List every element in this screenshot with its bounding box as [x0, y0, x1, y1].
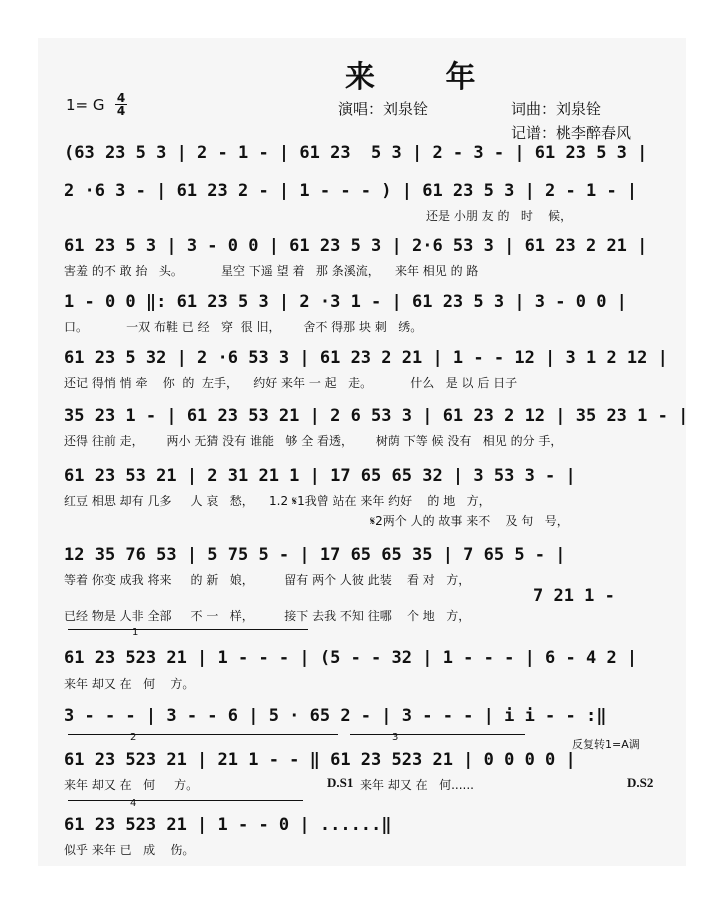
notation-row-9: 61 23 523 21 | 1 - - - | (5 - - 32 | 1 - - - | 6 - 4 2 | [64, 648, 638, 668]
notation-row-3: 61 23 5 3 | 3 - 0 0 | 61 23 5 3 | 2·6 53 3 | 61 23 2 21 | [64, 236, 648, 256]
lyrics-row-3: 害羞 的不 敢 抬 头。 星空 下遥 望 着 那 条溪流， 来年 相见 的 路 [64, 264, 479, 278]
song-title: 来 年 [345, 60, 506, 95]
lyrics-row-5: 还记 得悄 悄 牵 你 的 左手， 约好 来年 一 起 走。 什么 是 以 后 日子 [64, 376, 518, 390]
time-signature [115, 92, 127, 117]
lyrics-row-6: 还得 往前 走， 两小 无猜 没有 谁能 够 全 看透， 树荫 下等 候 没有 相见 的分 手， [64, 434, 563, 448]
notation-row-11: 61 23 523 21 | 21 1 - - ‖ 61 23 523 21 | 0 0 0 0 | [64, 750, 576, 770]
dal-segno-1-mark: D.S1 [327, 775, 354, 790]
volta-number-1: 1 [132, 627, 139, 638]
lyrics-row-12: 似乎 来年 已 成 伤。 [64, 843, 195, 857]
volta-bracket-3 [350, 734, 525, 735]
lyrics-row-11-b: 来年 却又 在 何...... [360, 778, 474, 792]
transcriber-credit: 记谱：桃李醉春风 [511, 124, 632, 142]
dal-segno-2-mark: D.S2 [627, 775, 654, 790]
volta-bracket-4 [68, 800, 303, 801]
volta-number-2: 2 [130, 732, 137, 743]
lyrics-row-8: 等着 你变 成我 将来 的 新 娘， 留有 两个 人彼 此装 看 对 方， [64, 573, 471, 587]
volta-bracket-2 [68, 734, 338, 735]
notation-row-7: 61 23 53 21 | 2 31 21 1 | 17 65 65 32 | 3 53 3 - | [64, 466, 576, 486]
notation-row-5: 61 23 5 32 | 2 ·6 53 3 | 61 23 2 21 | 1 - - 12 | 3 1 2 12 | [64, 348, 668, 368]
notation-row-12: 61 23 523 21 | 1 - - 0 | ......‖ [64, 815, 392, 835]
time-signature-bottom: 4 [116, 104, 126, 118]
volta-number-4: 4 [130, 798, 137, 809]
lyrics-row-11: 来年 却又 在 何 方。 [64, 778, 199, 792]
notation-row-4: 1 - 0 0 ‖: 61 23 5 3 | 2 ·3 1 - | 61 23 5 3 | 3 - 0 0 | [64, 292, 627, 312]
notation-row-1: (63 23 5 3 | 2 - 1 - | 61 23 5 3 | 2 - 3 - | 61 23 5 3 | [64, 143, 648, 163]
alternate-ending-notes: 7 21 1 - [533, 586, 615, 606]
lyrics-row-9: 来年 却又 在 何 方。 [64, 677, 195, 691]
lyrics-row-8-verse-2: 已经 物是 人非 全部 不 一 样， 接下 去我 不知 往哪 个 地 方， [64, 609, 471, 623]
notation-row-6: 35 23 1 - | 61 23 53 21 | 2 6 53 3 | 61 23 2 12 | 35 23 1 - | [64, 406, 689, 426]
lyrics-row-7: 红豆 相思 却有 几多 人 哀 愁， 1.2 𝄋1我曾 站在 来年 约好 的 地 方， [64, 494, 491, 508]
notation-row-2: 2 ·6 3 - | 61 23 2 - | 1 - - - ) | 61 23 5 3 | 2 - 1 - | [64, 181, 638, 201]
singer-credit: 演唱：刘泉铨 [338, 100, 429, 118]
volta-bracket-1 [68, 629, 308, 630]
lyrics-row-4: 口。 一双 布鞋 已 经 穿 很 旧， 舍不 得那 块 刺 绣。 [64, 320, 423, 334]
notation-row-10: 3 - - - | 3 - - 6 | 5 · 65 2 - | 3 - - - | i i - - :‖ [64, 706, 607, 726]
lyrics-row-7-verse-2: 𝄋2两个 人的 故事 来不 及 句 号， [370, 514, 569, 528]
lyricist-composer-credit: 词曲：刘泉铨 [511, 100, 602, 118]
time-signature-top: 4 [116, 91, 126, 105]
key-signature: 1= G [66, 96, 105, 114]
lyrics-row-2: 还是 小朋 友 的 时 候， [426, 209, 573, 223]
volta-number-3: 3 [392, 732, 399, 743]
repeat-key-change-note: 反复转1=A调 [572, 738, 640, 751]
notation-row-8: 12 35 76 53 | 5 75 5 - | 17 65 65 35 | 7 65 5 - | [64, 545, 566, 565]
